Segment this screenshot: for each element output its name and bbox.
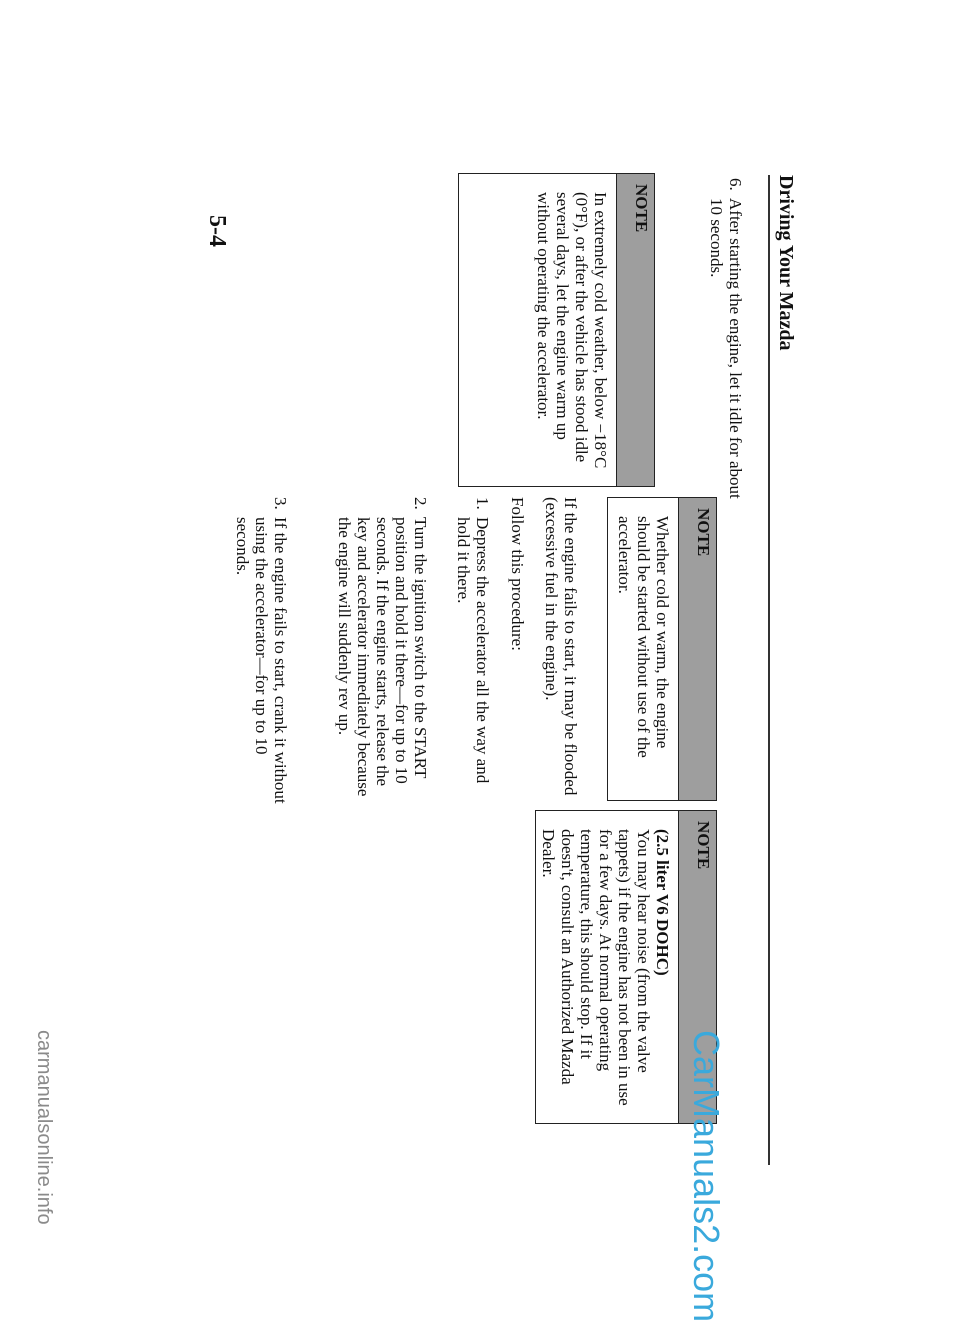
- note-label: NOTE: [616, 174, 654, 486]
- note-label: NOTE: [678, 811, 716, 1123]
- procedure-step-2: [335, 497, 430, 807]
- page-number: 5-4: [204, 215, 230, 247]
- note-body: [533, 811, 678, 1123]
- watermark-logo: CarManuals2.com: [686, 1030, 727, 1322]
- note-heading: (2.5 liter V6 DOHC): [653, 829, 672, 976]
- flooded-paragraph: If the engine fails to start, it may be flooded (excessive fuel in the engine).: [542, 497, 580, 796]
- footer-site-text: carmanualsonline.info: [33, 1030, 55, 1225]
- note-cold-weather: [458, 173, 655, 487]
- procedure-intro: Follow this procedure:: [508, 497, 527, 651]
- step-text: Depress the accelerator all the way and hold it there.: [454, 517, 492, 784]
- section-title: Driving Your Mazda: [775, 175, 797, 351]
- step-text: If the engine fails to start, crank it without using the accelerator—for up to 10 seconds.: [233, 517, 290, 804]
- step-number: 2.: [411, 497, 430, 510]
- procedure-step-3: [233, 497, 290, 807]
- note-text: Whether cold or warm, the engine should be started without use of the accelerator.: [615, 516, 672, 758]
- step-number: 6.: [726, 178, 745, 191]
- step-number: 1.: [473, 497, 492, 510]
- procedure-step-1: [454, 497, 492, 807]
- step-text: Turn the ignition switch to the START position and hold it there—for up to 10 seconds. If the engine starts, release the key and accelerator immediately because the engine will suddenly rev up.: [335, 517, 430, 797]
- step-text: After starting the engine, let it idle for about 10 seconds.: [707, 198, 745, 499]
- note-text: In extremely cold weather, below −18°C (0°F), or after the vehicle has stood idle several days, let the engine warm up without operating the accelerator.: [534, 192, 610, 469]
- step-6: [707, 178, 745, 513]
- note-label: NOTE: [678, 498, 716, 800]
- note-no-accelerator: [607, 497, 717, 801]
- note-text: You may hear noise (from the valve tappets) if the engine has not been in use for a few days. At normal operating temperature, this should stop. If it doesn't, consult an Authorized Mazda Dealer.: [539, 829, 653, 1106]
- step-number: 3.: [271, 497, 290, 510]
- header-rule: [768, 175, 770, 1165]
